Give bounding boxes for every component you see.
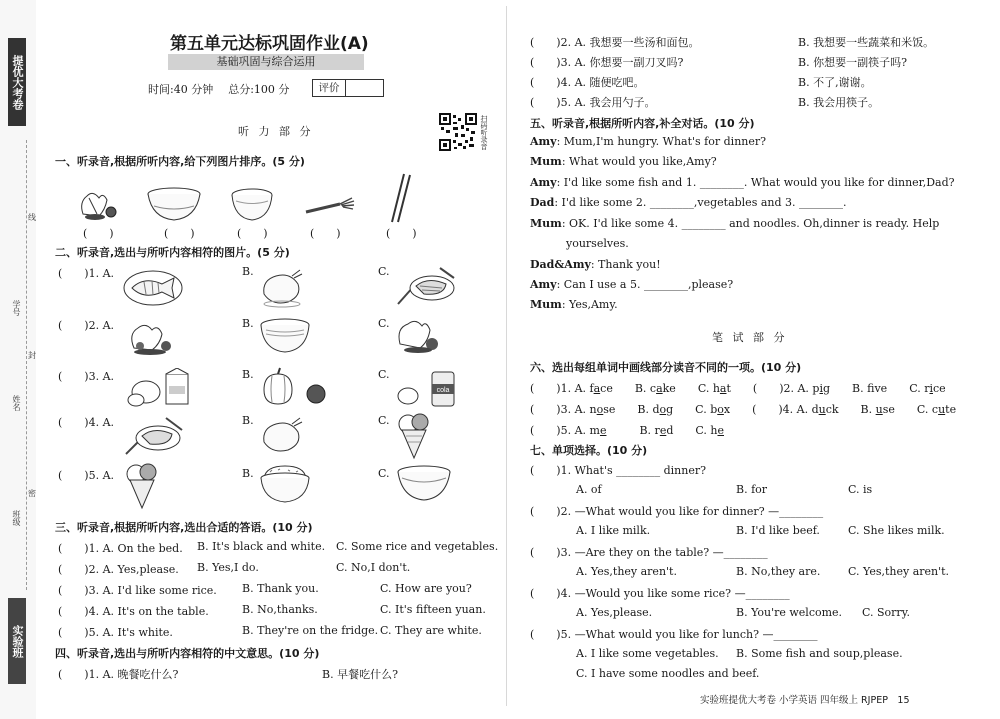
steak-icon [394,264,458,308]
section-5-title: 五、听录音,根据所听内容,补全对话。(10 分) [530,117,755,130]
cola-label: cola [436,387,450,394]
spine-label-class: 班级 [12,510,21,526]
s3-q4-a[interactable]: ( )4. A. It's on the table. [58,605,209,618]
steak-icon-2 [122,414,186,458]
s3-q3-a[interactable]: ( )3. A. I'd like some rice. [58,584,217,597]
mc-q5-c[interactable]: C. I have some noodles and beef. [576,667,760,680]
s3-q5-c[interactable]: C. They are white. [380,624,482,637]
mc-q3-b[interactable]: B. No,they are. [736,565,821,578]
mc-q3-a[interactable]: A. Yes,they aren't. [576,565,677,578]
noodle-bowl-icon [258,316,312,356]
qr-code-icon[interactable] [439,113,477,151]
written-header: 笔 试 部 分 [712,331,788,344]
speaker: Mum [530,217,562,230]
dialog-text: : I'd like some fish and 1. ________. What would you like for dinner,Dad? [556,176,955,189]
dialog-line-5[interactable] [530,217,939,230]
mc-q5-b[interactable]: B. Some fish and soup,please. [736,647,903,660]
mc-q4-b[interactable]: B. You're welcome. [736,606,843,619]
dialog-text: : What would you like,Amy? [561,155,717,168]
page-subtitle: 基础巩固与综合运用 [168,54,364,70]
speaker: Mum [530,298,562,311]
s2-q2-c[interactable]: C. [378,317,390,330]
soup-bowl-icon [228,186,276,224]
s3-q2-c[interactable]: C. No,I don't. [336,561,411,574]
s3-q4-b[interactable]: B. No,thanks. [242,603,318,616]
pumpkin-apple-icon [258,366,332,408]
spine-mark-line: 线 [28,213,36,222]
s3-q3-b[interactable]: B. Thank you. [242,582,319,595]
spine-dashed-line [26,140,27,590]
section-1-title: 一、听录音,根据所听内容,给下列图片排序。(5 分) [55,155,305,168]
s3-q5-b[interactable]: B. They're on the fridge. [242,624,379,637]
mc-q1-c[interactable]: C. is [848,483,873,496]
dialog-line-8[interactable] [530,278,733,291]
mc-q5[interactable]: ( )5. —What would you like for lunch? —________ [530,628,818,641]
phonics-row-1[interactable]: ( )1. A. face B. cake C. hat ( )2. A. pig B. fve C. rice [530,382,946,395]
section-7-title: 七、单项选择。(10 分) [530,444,648,457]
fork-icon [304,194,358,216]
s2-q5-num[interactable]: ( )5. A. [58,469,115,482]
s3-q1-c[interactable]: C. Some rice and vegetables. [336,540,499,553]
evaluation-label: 评价 [313,80,346,96]
dialog-line-7 [530,258,661,271]
mc-q3-c[interactable]: C. Yes,they aren't. [848,565,950,578]
speaker: Dad [530,196,555,209]
ice-cream-icon [396,410,432,460]
s2-q1-b[interactable]: B. [242,265,254,278]
s4-q4-b[interactable]: B. 不了,谢谢。 [798,76,872,89]
speaker: Mum [530,155,562,168]
s2-q1-num[interactable]: ( )1. A. [58,267,115,280]
s3-q1-b[interactable]: B. It's black and white. [197,540,326,553]
s2-q5-c[interactable]: C. [378,467,390,480]
rice-bowl-icon [256,462,314,506]
dialog-text: : OK. I'd like some 4. ________ and noodles. Oh,dinner is ready. Help [561,217,940,230]
page-footer: 实验班提优大考卷 小学英语 四年级上 RJPEP 15 [700,695,910,706]
s3-q2-a[interactable]: ( )2. A. Yes,please. [58,563,179,576]
s4-q3-b[interactable]: B. 你想要一副筷子吗? [798,56,907,69]
dialog-text: : I'd like some 2. ________,vegetables and 3. ________. [554,196,847,209]
dialog-text: yourselves. [566,237,629,250]
s4-q1-a[interactable]: ( )1. A. 晚餐吃什么? [58,668,179,681]
chopsticks-icon [386,172,414,224]
chicken-icon [258,268,306,308]
dialog-line-9 [530,298,618,311]
mc-q1[interactable]: ( )1. What's ________ dinner? [530,464,706,477]
dialog-line-3[interactable] [530,176,955,189]
spine-mark-secret: 密 [28,489,36,498]
s3-q1-a[interactable]: ( )1. A. On the bed. [58,542,183,555]
dialog-text: : Yes,Amy. [561,298,618,311]
speaker: Amy [530,135,557,148]
total-score: 总分:100 分 [228,83,290,96]
egg-cola-icon [394,368,460,410]
mc-q2[interactable]: ( )2. —What would you like for dinner? —________ [530,505,824,518]
listening-header: 听 力 部 分 [238,125,314,138]
section-2-title: 二、听录音,选出与所听内容相符的图片。(5 分) [55,246,290,259]
s3-q2-b[interactable]: B. Yes,I do. [197,561,259,574]
s2-q4-c[interactable]: C. [378,414,390,427]
bowl-icon [144,186,204,224]
dialog-text: : Can I use a 5. ________,please? [556,278,734,291]
s4-q4-a[interactable]: ( )4. A. 随便吃吧。 [530,76,645,89]
section-4-title: 四、听录音,选出与所听内容相符的中文意思。(10 分) [55,647,320,660]
dialog-line-2 [530,155,717,168]
mc-q2-a[interactable]: A. I like milk. [576,524,651,537]
s4-q2-a[interactable]: ( )2. A. 我想要一些汤和面包。 [530,36,700,49]
order-blank-3[interactable]: ( ) [237,227,268,240]
mc-q4[interactable]: ( )4. —Would you like some rice? —________ [530,587,790,600]
mc-q1-b[interactable]: B. for [736,483,768,496]
chicken-icon-2 [258,414,308,456]
page-title: 第五单元达标巩固作业(A) [170,34,369,54]
spine-label-id: 学号 [12,300,21,316]
binding-strip [0,0,36,719]
s2-q3-c[interactable]: C. [378,368,390,381]
s3-q4-c[interactable]: C. It's fifteen yuan. [380,603,486,616]
vegetables-icon-2 [124,316,178,356]
qr-caption: 扫码听录音 [480,115,488,150]
mc-q3[interactable]: ( )3. —Are they on the table? —________ [530,546,768,559]
speaker: Dad&Amy [530,258,591,271]
s2-q1-c[interactable]: C. [378,265,390,278]
speaker: Amy [530,278,557,291]
s2-q2-num[interactable]: ( )2. A. [58,319,115,332]
mc-q4-c[interactable]: C. Sorry. [862,606,910,619]
phonics-row-3[interactable]: ( )5. A. me B. red C. he [530,424,724,437]
section-3-title: 三、听录音,根据所听内容,选出合适的答语。(10 分) [55,521,313,534]
s2-q2-b[interactable]: B. [242,317,254,330]
dialog-text: : Mum,I'm hungry. What's for dinner? [556,135,767,148]
s2-q3-num[interactable]: ( )3. A. [58,370,115,383]
spine-label-name: 姓名 [12,395,21,411]
dialog-line-6 [566,237,629,250]
order-blank-1[interactable]: ( ) [83,227,114,240]
phonics-row-2[interactable]: ( )3. A. nose B. dog C. box ( )4. A. duck B. use C. cute [530,403,957,416]
section-6-title: 六、选出每组单词中画线部分读音不同的一项。(10 分) [530,361,802,374]
time-limit: 时间:40 分钟 [148,83,214,96]
evaluation-box[interactable] [312,79,384,97]
s4-q3-a[interactable]: ( )3. A. 你想要一副刀叉吗? [530,56,684,69]
s3-q5-a[interactable]: ( )5. A. It's white. [58,626,173,639]
mc-q4-a[interactable]: A. Yes,please. [576,606,653,619]
s4-q2-b[interactable]: B. 我想要一些蔬菜和米饭。 [798,36,935,49]
spine-mark-seal: 封 [28,351,36,360]
ice-cream-icon-2 [124,460,160,510]
mc-q2-c[interactable]: C. She likes milk. [848,524,945,537]
dialog-line-1 [530,135,766,148]
fish-plate-icon [122,266,184,308]
s4-q5-a[interactable]: ( )5. A. 我会用勺子。 [530,96,656,109]
page-divider [506,6,507,706]
mc-q1-a[interactable]: A. of [576,483,602,496]
dialog-line-4[interactable] [530,196,847,209]
mc-q5-a[interactable]: A. I like some vegetables. [576,647,719,660]
order-blank-5[interactable]: ( ) [386,227,417,240]
mc-q2-b[interactable]: B. I'd like beef. [736,524,820,537]
s3-q3-c[interactable]: C. How are you? [380,582,472,595]
vegetables-icon-3 [394,314,444,356]
s2-q5-b[interactable]: B. [242,467,254,480]
bowl-icon-2 [394,464,454,504]
s2-q4-b[interactable]: B. [242,414,254,427]
s2-q3-b[interactable]: B. [242,368,254,381]
time-score [148,81,289,97]
spine-logo-top: 提优大考卷 [8,38,26,126]
order-blank-4[interactable]: ( ) [310,227,341,240]
spine-logo-bottom: 实验班 [8,598,26,684]
s4-q5-b[interactable]: B. 我会用筷子。 [798,96,880,109]
order-blank-2[interactable]: ( ) [164,227,195,240]
vegetables-icon [75,184,125,222]
s2-q4-num[interactable]: ( )4. A. [58,416,115,429]
egg-milk-icon [126,368,196,408]
s4-q1-b[interactable]: B. 早餐吃什么? [322,668,398,681]
speaker: Amy [530,176,557,189]
dialog-text: : Thank you! [590,258,661,271]
